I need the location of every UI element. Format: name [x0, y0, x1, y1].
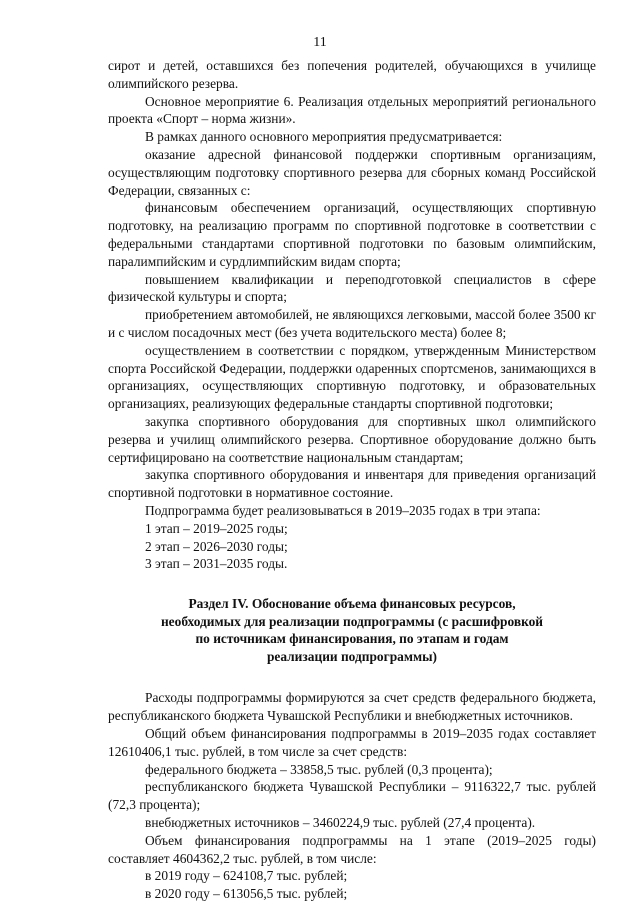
paragraph: в 2020 году – 613056,5 тыс. рублей; [145, 886, 348, 902]
paragraph: повышением квалификации и переподготовкой специалистов в сфере физической культуры и спорта; [108, 271, 596, 305]
paragraph: в 2019 году – 624108,7 тыс. рублей; [145, 868, 348, 884]
heading-line: по источникам финансирования, по этапам и годам [195, 631, 509, 647]
paragraph: Общий объем финансирования подпрограммы в 2019–2035 годах составляет 12610406,1 тыс. рублей, в том числе за счет средств: [108, 726, 596, 759]
heading-line: Раздел IV. Обоснование объема финансовых ресурсов, [188, 596, 516, 612]
section-heading [108, 595, 596, 665]
heading-line: необходимых для реализации подпрограммы (с расшифровкой [160, 613, 544, 629]
paragraph: федерального бюджета – 33858,5 тыс. рублей (0,3 процента); [145, 761, 493, 777]
paragraph: внебюджетных источников – 3460224,9 тыс. рублей (27,4 процента). [145, 815, 536, 831]
paragraph: республиканского бюджета Чувашской Республики – 9116322,7 тыс. рублей (72,3 процента); [108, 779, 596, 813]
paragraph: сирот и детей, оставшихся без попечения родителей, обучающихся в училище олимпийского резерва. [108, 58, 596, 91]
paragraph: приобретением автомобилей, не являющихся легковыми, массой более 3500 кг и с числом посадочных мест (без учета водительского места) более 8; [108, 307, 596, 340]
paragraph: Расходы подпрограммы формируются за счет средств федерального бюджета, республиканского бюджета Чувашской Республики и внебюджетных источников. [108, 690, 596, 724]
paragraph: осуществлением в соответствии с порядком, утвержденным Министерством спорта Российской Федерации, поддержки одаренных спортсменов, занимающихся в организациях, осуществляющих спортивную подготовку, и образовательных организациях, реализующих федеральные стандарты спортивной подготовки; [108, 342, 596, 412]
paragraph: оказание адресной финансовой поддержки спортивным организациям, осуществляющим подготовку спортивного резерва для сборных команд Российской Федерации, связанных с: [108, 146, 596, 198]
paragraph: закупка спортивного оборудования для спортивных школ олимпийского резерва и училищ олимпийского резерва. Спортивное оборудование должно быть сертифицировано на соответствие национальным стандартам; [108, 413, 596, 465]
body-text-before-heading [108, 57, 596, 573]
paragraph: 2 этап – 2026–2030 годы; [145, 538, 288, 554]
paragraph: Объем финансирования подпрограммы на 1 этапе (2019–2025 годы) составляет 4604362,2 тыс. рублей, в том числе: [108, 832, 596, 866]
page-content [108, 57, 596, 903]
paragraph: 3 этап – 2031–2035 годы. [145, 556, 288, 572]
paragraph: финансовым обеспечением организаций, осуществляющих спортивную подготовку, на реализацию программ по спортивной подготовке в соответствии с федеральными стандартами спортивной подготовки по базовым олимпийским, паралимпийским и сурдлимпийским видам спорта; [108, 200, 596, 269]
page-number: 11 [313, 35, 327, 50]
paragraph: 1 этап – 2019–2025 годы; [145, 520, 288, 536]
paragraph: закупка спортивного оборудования и инвентаря для приведения организаций спортивной подготовки в нормативное состояние. [108, 467, 596, 501]
paragraph: Подпрограмма будет реализовываться в 2019–2035 годах в три этапа: [145, 502, 541, 518]
body-text-after-heading [108, 689, 596, 903]
paragraph: Основное мероприятие 6. Реализация отдельных мероприятий регионального проекта «Спорт – норма жизни». [108, 93, 596, 127]
heading-line: реализации подпрограммы) [266, 648, 438, 664]
paragraph: В рамках данного основного мероприятия предусматривается: [145, 129, 503, 145]
